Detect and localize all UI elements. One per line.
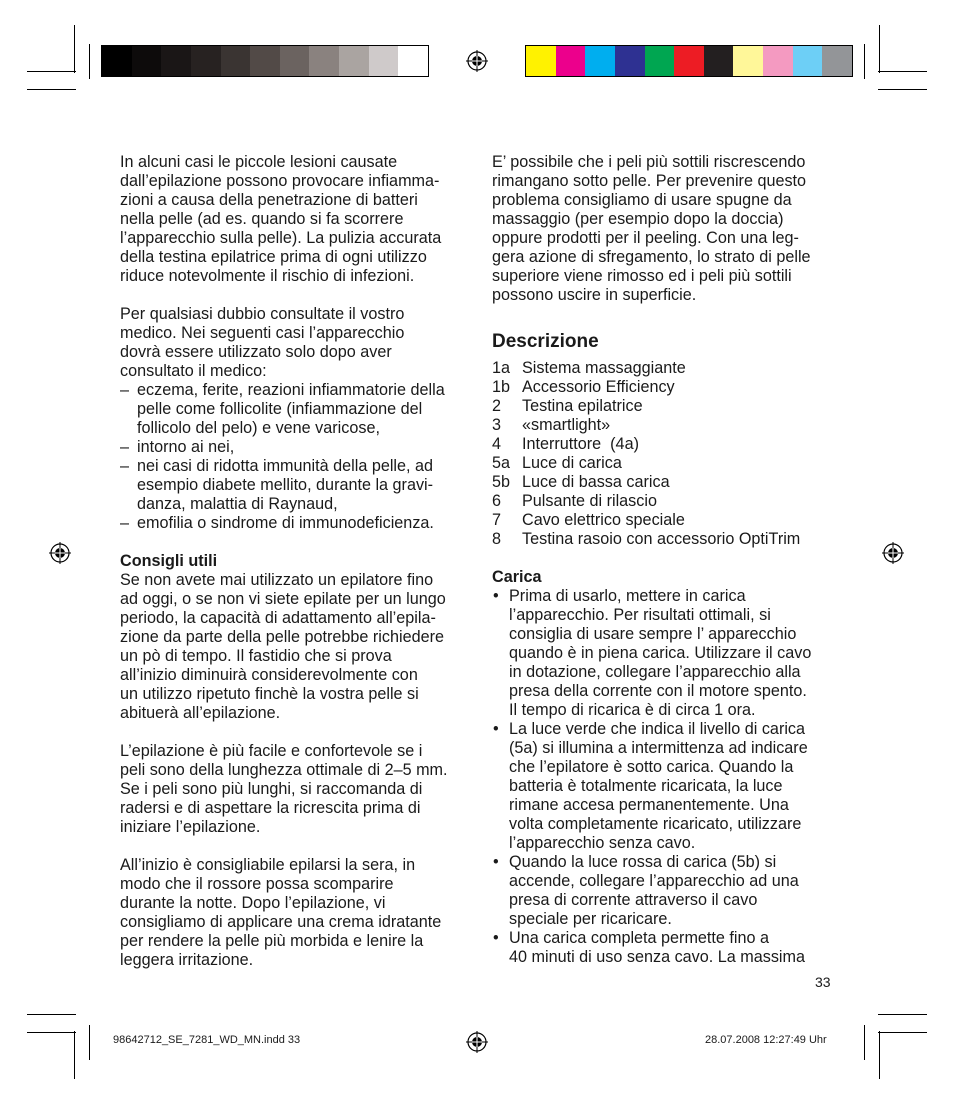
text-line: Se non avete mai utilizzato un epilatore fino (120, 571, 434, 589)
grayscale-bar (101, 45, 429, 77)
bullet-marker: • (493, 853, 499, 871)
part-number: 4 (492, 435, 502, 453)
part-label: Interruttore (4a) (522, 435, 639, 453)
list-item (120, 514, 465, 533)
text-line: L’epilazione è più facile e confortevole se i (120, 742, 423, 760)
page-number: 33 (815, 974, 831, 990)
tips-paragraph-2 (120, 742, 465, 837)
color-swatch (674, 46, 704, 76)
text-line: emofilia o sindrome di immunodeficienza. (137, 514, 434, 532)
part-item (492, 435, 837, 454)
intro-paragraph (120, 153, 465, 286)
text-line: follicolo del pelo) e vene varicose, (137, 419, 380, 437)
color-swatch (161, 46, 191, 76)
text-line: 40 minuti di uso senza cavo. La massima (509, 948, 806, 966)
text-line: accende, collegare l’apparecchio ad una (509, 872, 799, 890)
text-line: all’inizio diminuirà considerevolmente con (120, 666, 418, 684)
text-line: dovrà essere utilizzato solo dopo aver (120, 343, 392, 361)
text-line: Quando la luce rossa di carica (5b) si (509, 853, 777, 871)
charge-bullets (492, 587, 837, 967)
color-swatch (250, 46, 280, 76)
part-number: 5a (492, 454, 511, 472)
part-label: Accessorio Efficiency (522, 378, 675, 396)
text-line: periodo, la capacità di adattamento all’epila- (120, 609, 436, 627)
tips-paragraph-1 (120, 571, 465, 723)
doctor-paragraph (120, 305, 465, 381)
tips-paragraph-3 (120, 856, 465, 970)
color-swatch (793, 46, 823, 76)
tips-heading: Consigli utili (120, 552, 218, 570)
part-label: Cavo elettrico speciale (522, 511, 685, 529)
part-number: 7 (492, 511, 502, 529)
condition-list (120, 381, 465, 533)
text-line: riduce notevolmente il rischio di infezioni. (120, 267, 415, 285)
right-column (492, 153, 837, 967)
text-line: batteria è totalmente ricaricata, la luce (509, 777, 783, 795)
bullet-marker: • (493, 587, 499, 605)
text-line: All’inizio è consigliabile epilarsi la sera, in (120, 856, 416, 874)
part-item (492, 454, 837, 473)
text-line: leggera irritazione. (120, 951, 254, 969)
text-line: presa della corrente con il motore spento. (509, 682, 807, 700)
text-line: un utilizzo ripetuto finchè la vostra pelle si (120, 685, 419, 703)
color-swatch (556, 46, 586, 76)
text-line: consigliamo di applicare una crema idratante (120, 913, 442, 931)
color-swatch (733, 46, 763, 76)
text-line: l’apparecchio senza cavo. (509, 834, 696, 852)
text-line: l’apparecchio sulla pelle). La pulizia accurata (120, 229, 442, 247)
text-line: superiore viene rimosso ed i peli più sottili (492, 267, 792, 285)
color-swatch (280, 46, 310, 76)
part-number: 3 (492, 416, 502, 434)
part-item (492, 492, 837, 511)
text-line: zioni a causa della penetrazione di batteri (120, 191, 418, 209)
text-line: un pò di tempo. Il fastidio che si prova (120, 647, 392, 665)
part-number: 8 (492, 530, 502, 548)
list-item (492, 853, 837, 929)
part-label: Luce di bassa carica (522, 473, 670, 491)
part-number: 5b (492, 473, 511, 491)
registration-mark-icon (466, 1031, 488, 1053)
list-item (120, 438, 465, 457)
footer-file: 98642712_SE_7281_WD_MN.indd 33 (113, 1034, 301, 1046)
text-line: quando è in piena carica. Utilizzare il cavo (509, 644, 812, 662)
text-line: l’apparecchio. Per risultati ottimali, si (509, 606, 771, 624)
part-label: «smartlight» (522, 416, 611, 434)
text-line: oppure prodotti per il peeling. Con una leg- (492, 229, 799, 247)
text-line: danza, malattia di Raynaud, (137, 495, 338, 513)
color-swatch (645, 46, 675, 76)
text-line: Una carica completa permette fino a (509, 929, 770, 947)
text-line: iniziare l’epilazione. (120, 818, 261, 836)
text-line: presa di corrente attraverso il cavo (509, 891, 758, 909)
text-line: Per qualsiasi dubbio consultate il vostro (120, 305, 405, 323)
bullet-marker: • (493, 720, 499, 738)
text-line: nei casi di ridotta immunità della pelle, ad (137, 457, 434, 475)
text-line: (5a) si illumina a intermittenza ad indicare (509, 739, 808, 757)
text-line: per rendere la pelle più morbida e lenire la (120, 932, 424, 950)
part-number: 6 (492, 492, 502, 510)
part-number: 1b (492, 378, 511, 396)
part-item (492, 530, 837, 549)
text-line: peli sono della lunghezza ottimale di 2–5 mm. (120, 761, 448, 779)
text-line: pelle come follicolite (infiammazione del (137, 400, 423, 418)
description-title: Descrizione (492, 331, 599, 352)
color-swatch (704, 46, 734, 76)
text-line: speciale per ricaricare. (509, 910, 672, 928)
color-swatch (398, 46, 428, 76)
part-item (492, 378, 837, 397)
color-swatch (585, 46, 615, 76)
part-label: Testina rasoio con accessorio OptiTrim (522, 530, 801, 548)
left-column (120, 153, 465, 970)
text-line: consiglia di usare sempre l’ apparecchio (509, 625, 797, 643)
text-line: dall’epilazione possono provocare infiamma- (120, 172, 440, 190)
part-number: 2 (492, 397, 502, 415)
text-line: medico. Nei seguenti casi l’apparecchio (120, 324, 405, 342)
dash-marker: – (120, 514, 130, 532)
list-item (492, 929, 837, 967)
part-label: Luce di carica (522, 454, 622, 472)
text-line: esempio diabete mellito, durante la gravi- (137, 476, 434, 494)
text-line: ad oggi, o se non vi siete epilate per un lungo (120, 590, 446, 608)
text-line: La luce verde che indica il livello di carica (509, 720, 806, 738)
text-line: consultato il medico: (120, 362, 267, 380)
text-line: durante la notte. Dopo l’epilazione, vi (120, 894, 386, 912)
text-line: possono uscire in superficie. (492, 286, 697, 304)
part-item (492, 359, 837, 378)
text-line: zione da parte della pelle potrebbe richiedere (120, 628, 444, 646)
text-line: E’ possibile che i peli più sottili riscrescendo (492, 153, 806, 171)
parts-list (492, 359, 837, 549)
registration-mark-icon (882, 542, 904, 564)
list-item (492, 720, 837, 853)
color-swatch (309, 46, 339, 76)
color-swatch (615, 46, 645, 76)
color-bar (525, 45, 853, 77)
text-line: Il tempo di ricarica è di circa 1 ora. (509, 701, 756, 719)
ingrown-hair-paragraph (492, 153, 837, 305)
list-item (120, 457, 465, 514)
color-swatch (369, 46, 399, 76)
footer-datetime: 28.07.2008 12:27:49 Uhr (705, 1034, 827, 1046)
color-swatch (102, 46, 132, 76)
list-item (492, 587, 837, 720)
part-item (492, 397, 837, 416)
text-line: volta completamente ricaricato, utilizzare (509, 815, 802, 833)
text-line: eczema, ferite, reazioni infiammatorie della (137, 381, 445, 399)
text-line: Prima di usarlo, mettere in carica (509, 587, 746, 605)
text-line: In alcuni casi le piccole lesioni causate (120, 153, 398, 171)
text-line: abituerà all’epilazione. (120, 704, 281, 722)
text-line: della testina epilatrice prima di ogni utilizzo (120, 248, 427, 266)
dash-marker: – (120, 457, 130, 475)
list-item (120, 381, 465, 438)
color-swatch (221, 46, 251, 76)
text-line: problema consigliamo di usare spugne da (492, 191, 792, 209)
part-label: Sistema massaggiante (522, 359, 686, 377)
color-swatch (763, 46, 793, 76)
text-line: intorno ai nei, (137, 438, 235, 456)
part-item (492, 511, 837, 530)
dash-marker: – (120, 381, 130, 399)
text-line: che l’epilatore è sotto carica. Quando la (509, 758, 794, 776)
text-line: rimane accesa permanentemente. Una (509, 796, 789, 814)
text-line: nella pelle (ad es. quando si fa scorrere (120, 210, 404, 228)
text-line: gera azione di sfregamento, lo strato di pelle (492, 248, 811, 266)
color-swatch (526, 46, 556, 76)
part-label: Pulsante di rilascio (522, 492, 657, 510)
part-label: Testina epilatrice (522, 397, 643, 415)
bullet-marker: • (493, 929, 499, 947)
part-number: 1a (492, 359, 511, 377)
text-line: radersi e di aspettare la ricrescita prima di (120, 799, 421, 817)
registration-mark-icon (49, 542, 71, 564)
part-item (492, 473, 837, 492)
text-line: Se i peli sono più lunghi, si raccomanda di (120, 780, 423, 798)
text-line: massaggio (per esempio dopo la doccia) (492, 210, 784, 228)
text-line: rimangano sotto pelle. Per prevenire questo (492, 172, 807, 190)
text-line: in dotazione, collegare l’apparecchio alla (509, 663, 801, 681)
registration-mark-icon (466, 50, 488, 72)
dash-marker: – (120, 438, 130, 456)
color-swatch (339, 46, 369, 76)
color-swatch (191, 46, 221, 76)
text-line: modo che il rossore possa scomparire (120, 875, 394, 893)
charge-heading: Carica (492, 568, 542, 586)
color-swatch (822, 46, 852, 76)
part-item (492, 416, 837, 435)
color-swatch (132, 46, 162, 76)
